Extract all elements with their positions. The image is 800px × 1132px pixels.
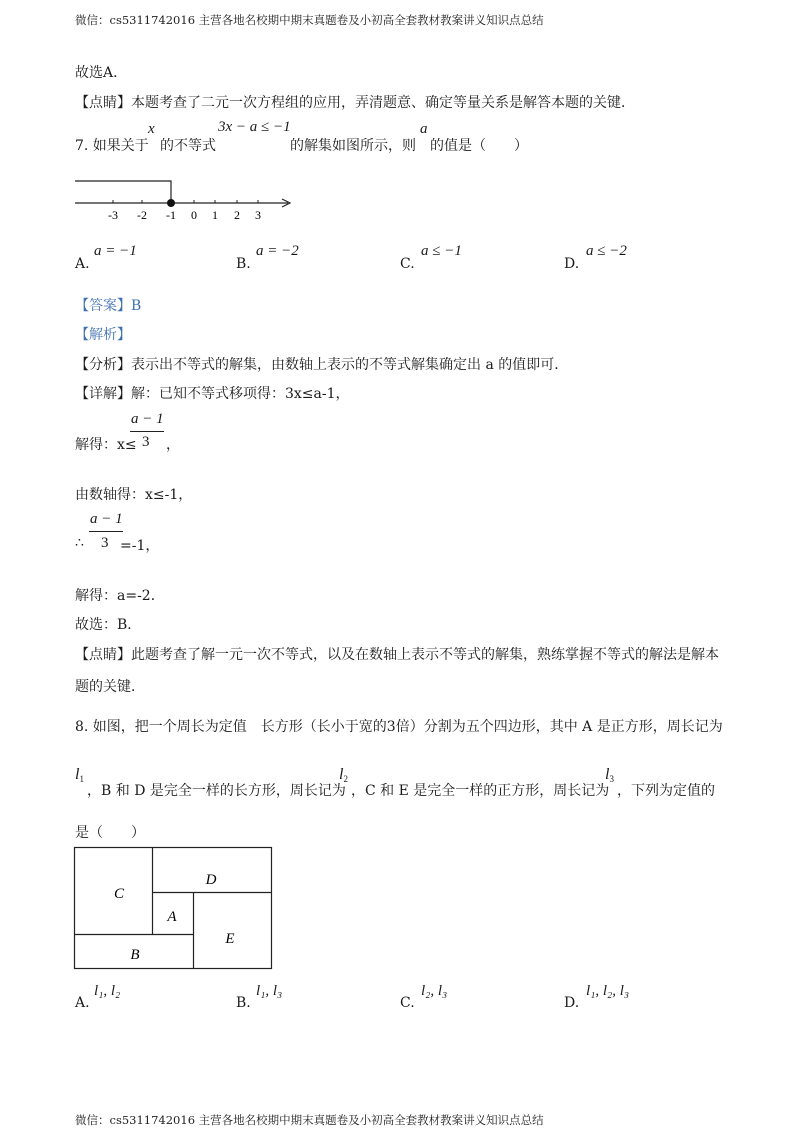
q8-option-b-expr: l₁, l₃ [256, 983, 283, 999]
tick-label: -1 [166, 208, 176, 222]
tick-label: -2 [137, 208, 147, 222]
tick-label: 3 [255, 208, 261, 222]
q7-stem-a: 7. 如果关于 [75, 138, 149, 154]
tick-label: 0 [191, 208, 197, 222]
q7-inequality: 3x − a ≤ −1 [218, 119, 291, 135]
q8-line2-a: ，B 和 D 是完全一样的长方形，周长记为 [87, 783, 346, 799]
therefore-symbol: ∴ [75, 535, 84, 551]
q8-l1: $l_1$ [75, 766, 84, 784]
q7-fenxi: 【分析】表示出不等式的解集，由数轴上表示的不等式解集确定出 a 的值即可． [75, 357, 569, 373]
q8-option-d-letter: D. [564, 995, 580, 1011]
q7-stem-d: 的值是（ ） [430, 138, 528, 154]
q8-line2-b: ，C 和 E 是完全一样的正方形，周长记为 [351, 783, 610, 799]
q8-option-c-letter: C. [400, 995, 415, 1011]
q8-line2-c: ，下列为定值的 [617, 783, 715, 799]
q7-xiangjie: 【详解】解：已知不等式移项得：3x≤a-1， [75, 386, 350, 402]
region-label-a: A [167, 909, 177, 925]
tick-label: -3 [108, 208, 118, 222]
prev-comment: 【点睛】本题考查了二元一次方程组的应用，弄清题意、确定等量关系是解答本题的关键． [75, 95, 635, 111]
q8-line1: 8. 如图，把一个周长为定值 长方形（长小于宽的3倍）分割为五个四边形，其中 A 是正方形，周长记为 [75, 719, 723, 735]
q8-l2: $l_2$ [339, 766, 348, 784]
q7-stem-c: 的解集如图所示，则 [290, 138, 416, 154]
q7-therefore-suffix: =-1， [120, 538, 160, 554]
q7-frac-den-2: 3 [101, 535, 109, 551]
q8-l3: $l_3$ [605, 766, 614, 784]
q7-jiede-prefix: 解得：x≤ [75, 437, 137, 453]
q7-answer: 【答案】B [75, 298, 142, 314]
q7-var-a: a [420, 121, 428, 137]
q7-option-a-expr: a = −1 [94, 243, 137, 259]
region-label-c: C [113, 886, 125, 902]
q7-comment-1: 【点睛】此题考查了解一元一次不等式，以及在数轴上表示不等式的解集，熟练掌握不等式的解法是解本 [75, 647, 719, 663]
q7-option-c-letter: C. [400, 256, 415, 272]
q7-option-a-letter: A. [75, 256, 90, 272]
rectangle-diagram [73, 846, 275, 972]
q8-option-d-expr: l₁, l₂, l₃ [586, 983, 630, 999]
q7-frac-den: 3 [142, 434, 150, 450]
q7-choose: 故选：B． [75, 617, 142, 633]
q7-option-d-expr: a ≤ −2 [586, 243, 627, 259]
q8-option-c-expr: l₂, l₃ [421, 983, 448, 999]
page-header: 微信：cs5311742016 主营各地名校期中期末真题卷及小初高全套教材教案讲义知识点总结 [75, 13, 544, 27]
region-label-b: B [130, 947, 140, 963]
prev-answer-line: 故选A． [75, 65, 128, 81]
page-footer: 微信：cs5311742016 主营各地名校期中期末真题卷及小初高全套教材教案讲义知识点总结 [75, 1113, 544, 1127]
q7-option-c-expr: a ≤ −1 [421, 243, 462, 259]
q7-analysis-label: 【解析】 [75, 327, 131, 343]
q8-option-a-letter: A. [75, 995, 90, 1011]
fraction-bar [89, 531, 123, 532]
q7-jiede-suffix: ， [166, 437, 180, 453]
q7-option-d-letter: D. [564, 256, 580, 272]
region-label-d: D [205, 872, 217, 888]
tick-label: 2 [234, 208, 240, 222]
tick-label: 1 [212, 208, 218, 222]
q8-option-a-expr: l₁, l₂ [94, 983, 121, 999]
fraction-bar [130, 431, 164, 432]
q7-comment-2: 题的关键． [75, 679, 145, 695]
q8-option-b-letter: B. [236, 995, 251, 1011]
q7-axis-line: 由数轴得：x≤-1， [75, 487, 193, 503]
q7-option-b-letter: B. [236, 256, 251, 272]
q7-frac-num: a − 1 [131, 411, 164, 427]
q7-var-x: x [148, 121, 155, 137]
region-label-e: E [225, 931, 235, 947]
q7-option-b-expr: a = −2 [256, 243, 299, 259]
q7-result: 解得：a=-2． [75, 588, 165, 604]
q8-line3: 是（ ） [75, 825, 145, 841]
q7-stem-b: 的不等式 [160, 138, 216, 154]
q7-frac-num-2: a − 1 [90, 511, 123, 527]
number-line [70, 172, 300, 224]
